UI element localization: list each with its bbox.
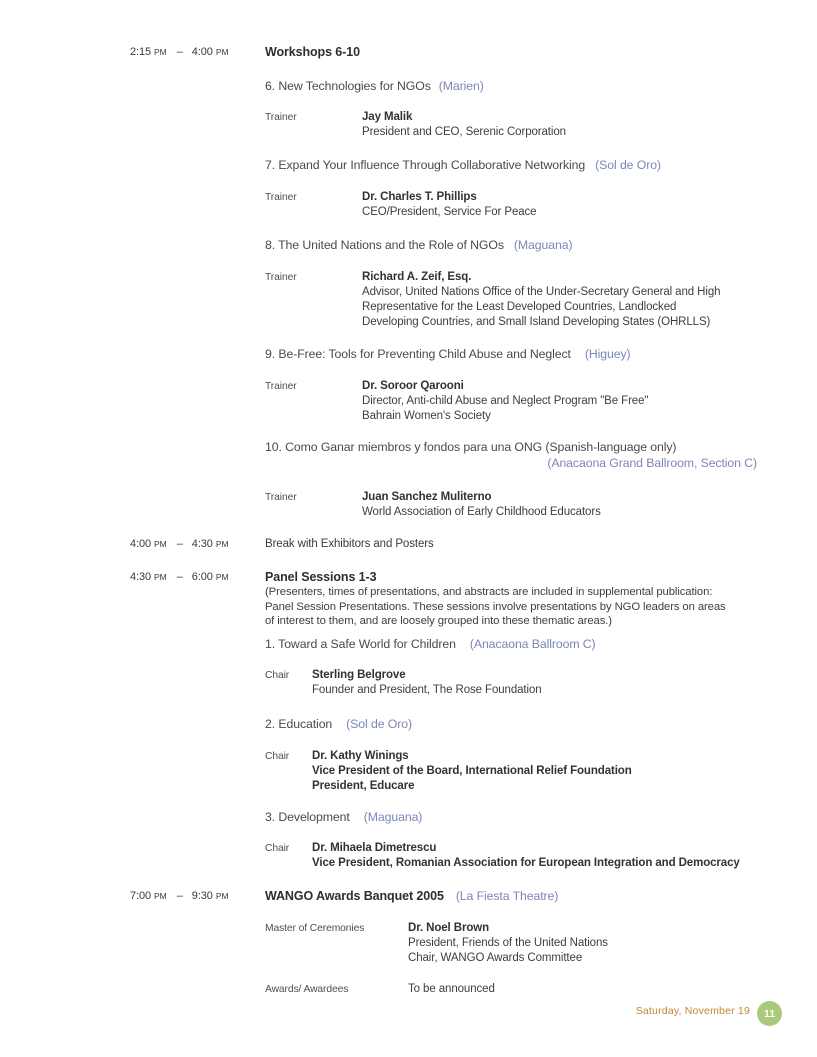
panel-1-role-label: Chair xyxy=(265,670,290,681)
time-start-period: PM xyxy=(154,572,167,582)
banquet-location: (La Fiesta Theatre) xyxy=(455,889,559,903)
time-end: 6:00 xyxy=(191,571,213,583)
panel-3-chair-name: Dr. Mihaela Dimetrescu xyxy=(312,842,437,854)
banquet-session-title xyxy=(265,889,558,904)
panel-1-chair-affiliation: Founder and President, The Rose Foundation xyxy=(312,684,542,696)
workshop-8-trainer-block xyxy=(362,270,720,330)
banquet-awards-value: To be announced xyxy=(408,983,495,995)
workshop-6-trainer-block xyxy=(362,110,566,140)
panel-2-location: (Sol de Oro) xyxy=(346,717,412,731)
workshop-8-location: (Maguana) xyxy=(513,238,573,252)
time-end: 9:30 xyxy=(191,890,213,902)
workshop-9-location: (Higuey) xyxy=(584,347,631,361)
banquet-moc-line3: Chair, WANGO Awards Committee xyxy=(408,952,583,964)
workshop-8-title: 8. The United Nations and the Role of NGOs xyxy=(265,238,504,252)
workshops-time-range xyxy=(130,45,229,60)
workshop-6-heading xyxy=(265,78,484,94)
break-session-title: Break with Exhibitors and Posters xyxy=(265,538,434,550)
workshop-7-location: (Sol de Oro) xyxy=(595,158,661,172)
panels-intro-line2: Panel Session Presentations. These sessions involve presentations by NGO leaders on areas xyxy=(265,600,726,613)
workshop-9-role-label: Trainer xyxy=(265,381,297,392)
banquet-awards-label: Awards/ Awardees xyxy=(265,984,349,995)
banquet-time-range xyxy=(130,889,229,904)
banquet-moc-label: Master of Ceremonies xyxy=(265,923,365,934)
time-start-period: PM xyxy=(154,47,167,57)
panel-2-title: 2. Education xyxy=(265,717,333,731)
banquet-moc-name: Dr. Noel Brown xyxy=(408,922,490,934)
workshop-8-trainer-name: Richard A. Zeif, Esq. xyxy=(362,271,472,283)
workshop-6-role-label: Trainer xyxy=(265,112,297,123)
panels-intro-line3: of interest to them, and are loosely grouped into these thematic areas.) xyxy=(265,615,612,627)
time-start: 4:30 xyxy=(130,571,152,583)
workshop-7-title: 7. Expand Your Influence Through Collaborative Networking xyxy=(265,158,586,172)
time-start: 4:00 xyxy=(130,538,152,550)
panel-2-role-label: Chair xyxy=(265,751,290,762)
time-start-period: PM xyxy=(154,891,167,901)
workshop-10-trainer-name: Juan Sanchez Muliterno xyxy=(362,491,492,503)
workshop-8-heading xyxy=(265,237,573,253)
workshop-10-location: (Anacaona Grand Ballroom, Section C) xyxy=(547,456,757,470)
panel-3-heading xyxy=(265,809,422,825)
panel-1-title: 1. Toward a Safe World for Children xyxy=(265,637,456,651)
workshop-8-role-label: Trainer xyxy=(265,272,297,283)
panel-2-heading xyxy=(265,716,412,732)
workshop-9-trainer-affiliation-line2: Bahrain Women's Society xyxy=(362,410,491,422)
workshop-7-trainer-name: Dr. Charles T. Phillips xyxy=(362,191,477,203)
workshop-6-trainer-name: Jay Malik xyxy=(362,111,413,123)
panel-1-heading xyxy=(265,636,596,652)
page-number: 11 xyxy=(763,1007,776,1020)
time-end: 4:30 xyxy=(191,538,213,550)
panel-2-chair-affiliation-line2: President, Educare xyxy=(312,780,415,792)
banquet-moc-line2: President, Friends of the United Nations xyxy=(408,937,608,949)
panel-2-chair-block xyxy=(312,749,632,794)
panel-1-location: (Anacaona Ballroom C) xyxy=(469,637,596,651)
time-dash: – xyxy=(176,890,183,902)
break-time-range xyxy=(130,537,229,552)
panels-session-title: Panel Sessions 1-3 xyxy=(265,570,377,584)
workshop-10-role-label: Trainer xyxy=(265,492,297,503)
workshop-8-trainer-affiliation-line1: Advisor, United Nations Office of the Under-Secretary General and High xyxy=(362,286,721,298)
workshop-9-trainer-affiliation-line1: Director, Anti-child Abuse and Neglect Program "Be Free" xyxy=(362,395,649,407)
workshop-7-heading xyxy=(265,157,661,173)
panel-3-chair-affiliation: Vice President, Romanian Association for European Integration and Democracy xyxy=(312,857,740,869)
banquet-title: WANGO Awards Banquet 2005 xyxy=(265,889,444,903)
panels-intro xyxy=(265,585,726,629)
workshop-10-title: 10. Como Ganar miembros y fondos para una ONG (Spanish-language only) xyxy=(265,440,677,454)
workshop-10-heading xyxy=(265,439,676,455)
workshop-9-trainer-name: Dr. Soroor Qarooni xyxy=(362,380,464,392)
time-end-period: PM xyxy=(215,539,229,549)
time-end-period: PM xyxy=(215,891,229,901)
panel-2-chair-name: Dr. Kathy Winings xyxy=(312,750,409,762)
panel-3-role-label: Chair xyxy=(265,843,290,854)
banquet-awards-block xyxy=(408,982,495,997)
time-end-period: PM xyxy=(215,572,229,582)
workshop-6-title: 6. New Technologies for NGOs xyxy=(265,79,431,93)
banquet-moc-block xyxy=(408,921,608,966)
workshops-session-title: Workshops 6-10 xyxy=(265,45,360,59)
panels-time-range xyxy=(130,570,229,585)
time-dash: – xyxy=(176,46,183,58)
workshop-10-trainer-block xyxy=(362,490,601,520)
workshop-9-trainer-block xyxy=(362,379,648,424)
time-end-period: PM xyxy=(215,47,229,57)
time-dash: – xyxy=(176,538,183,550)
workshop-8-trainer-affiliation-line3: Developing Countries, and Small Island Developing States (OHRLLS) xyxy=(362,316,711,328)
panel-3-location: (Maguana) xyxy=(363,810,423,824)
panel-3-title: 3. Development xyxy=(265,810,350,824)
time-dash: – xyxy=(176,571,183,583)
panel-1-chair-block xyxy=(312,668,542,698)
panel-3-chair-block xyxy=(312,841,740,871)
workshop-7-trainer-block xyxy=(362,190,536,220)
workshop-7-trainer-affiliation: CEO/President, Service For Peace xyxy=(362,206,537,218)
workshop-7-role-label: Trainer xyxy=(265,192,297,203)
workshop-6-location: (Marien) xyxy=(438,79,484,93)
panel-2-chair-affiliation-line1: Vice President of the Board, International Relief Foundation xyxy=(312,765,632,777)
panel-1-chair-name: Sterling Belgrove xyxy=(312,669,406,681)
footer-date: Saturday, November 19 xyxy=(635,1005,750,1017)
panels-intro-line1: (Presenters, times of presentations, and abstracts are included in supplemental publication: xyxy=(265,586,713,598)
workshop-9-title: 9. Be-Free: Tools for Preventing Child Abuse and Neglect xyxy=(265,347,571,361)
workshop-10-trainer-affiliation: World Association of Early Childhood Educators xyxy=(362,506,601,518)
workshop-6-trainer-affiliation: President and CEO, Serenic Corporation xyxy=(362,126,566,138)
time-start: 7:00 xyxy=(130,890,152,902)
page-number-badge xyxy=(757,1001,782,1026)
time-start: 2:15 xyxy=(130,46,152,58)
time-start-period: PM xyxy=(154,539,167,549)
workshop-8-trainer-affiliation-line2: Representative for the Least Developed Countries, Landlocked xyxy=(362,301,677,313)
workshop-9-heading xyxy=(265,346,631,362)
time-end: 4:00 xyxy=(191,46,213,58)
